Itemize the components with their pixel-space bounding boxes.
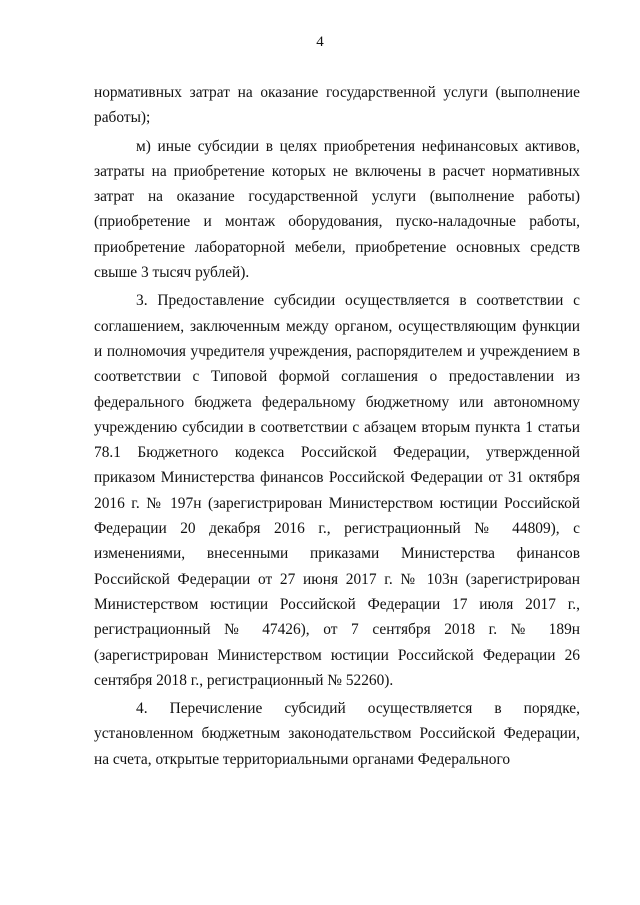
paragraph-clause-3: 3. Предоставление субсидии осуществляется в соответствии с соглашением, заключенным между органом, осуществляющим функции и полномочия учредителя учреждения, распорядителем и учреждением в соответствии с Типовой формой соглашения о предоставлении из федерального бюджета федеральному бюджетному или автономному учреждению субсидии в соответствии с абзацем вторым пункта 1 статьи 78.1 Бюджетного кодекса Российской Федерации, утвержденной приказом Министерства финансов Российской Федерации от 31 октября 2016 г. № 197н (зарегистрирован Министерством юстиции Российской Федерации 20 декабря 2016 г., регистрационный № 44809), с изменениями, внесенными приказами Министерства финансов Российской Федерации от 27 июня 2017 г. № 103н (зарегистрирован Министерством юстиции Российской Федерации 17 июля 2017 г., регистрационный № 47426), от 7 сентября 2018 г. № 189н (зарегистрирован Министерством юстиции Российской Федерации 26 сентября 2018 г., регистрационный № 52260). — [94, 292, 580, 689]
paragraph-clause-4: 4. Перечисление субсидий осуществляется в порядке, установленном бюджетным законодательством Российской Федерации, на счета, открытые территориальными органами Федерального — [94, 700, 580, 768]
paragraph-continuation: нормативных затрат на оказание государственной услуги (выполнение работы); — [94, 84, 580, 127]
document-body — [94, 80, 580, 775]
paragraph-subitem-m: м) иные субсидии в целях приобретения нефинансовых активов, затраты на приобретение которых не включены в расчет нормативных затрат на оказание государственной услуги (выполнение работы) (приобретение и монтаж оборудования, пуско-наладочные работы, приобретение лабораторной мебели, приобретение основных средств свыше 3 тысяч рублей). — [94, 137, 580, 282]
page-number: 4 — [316, 34, 324, 50]
